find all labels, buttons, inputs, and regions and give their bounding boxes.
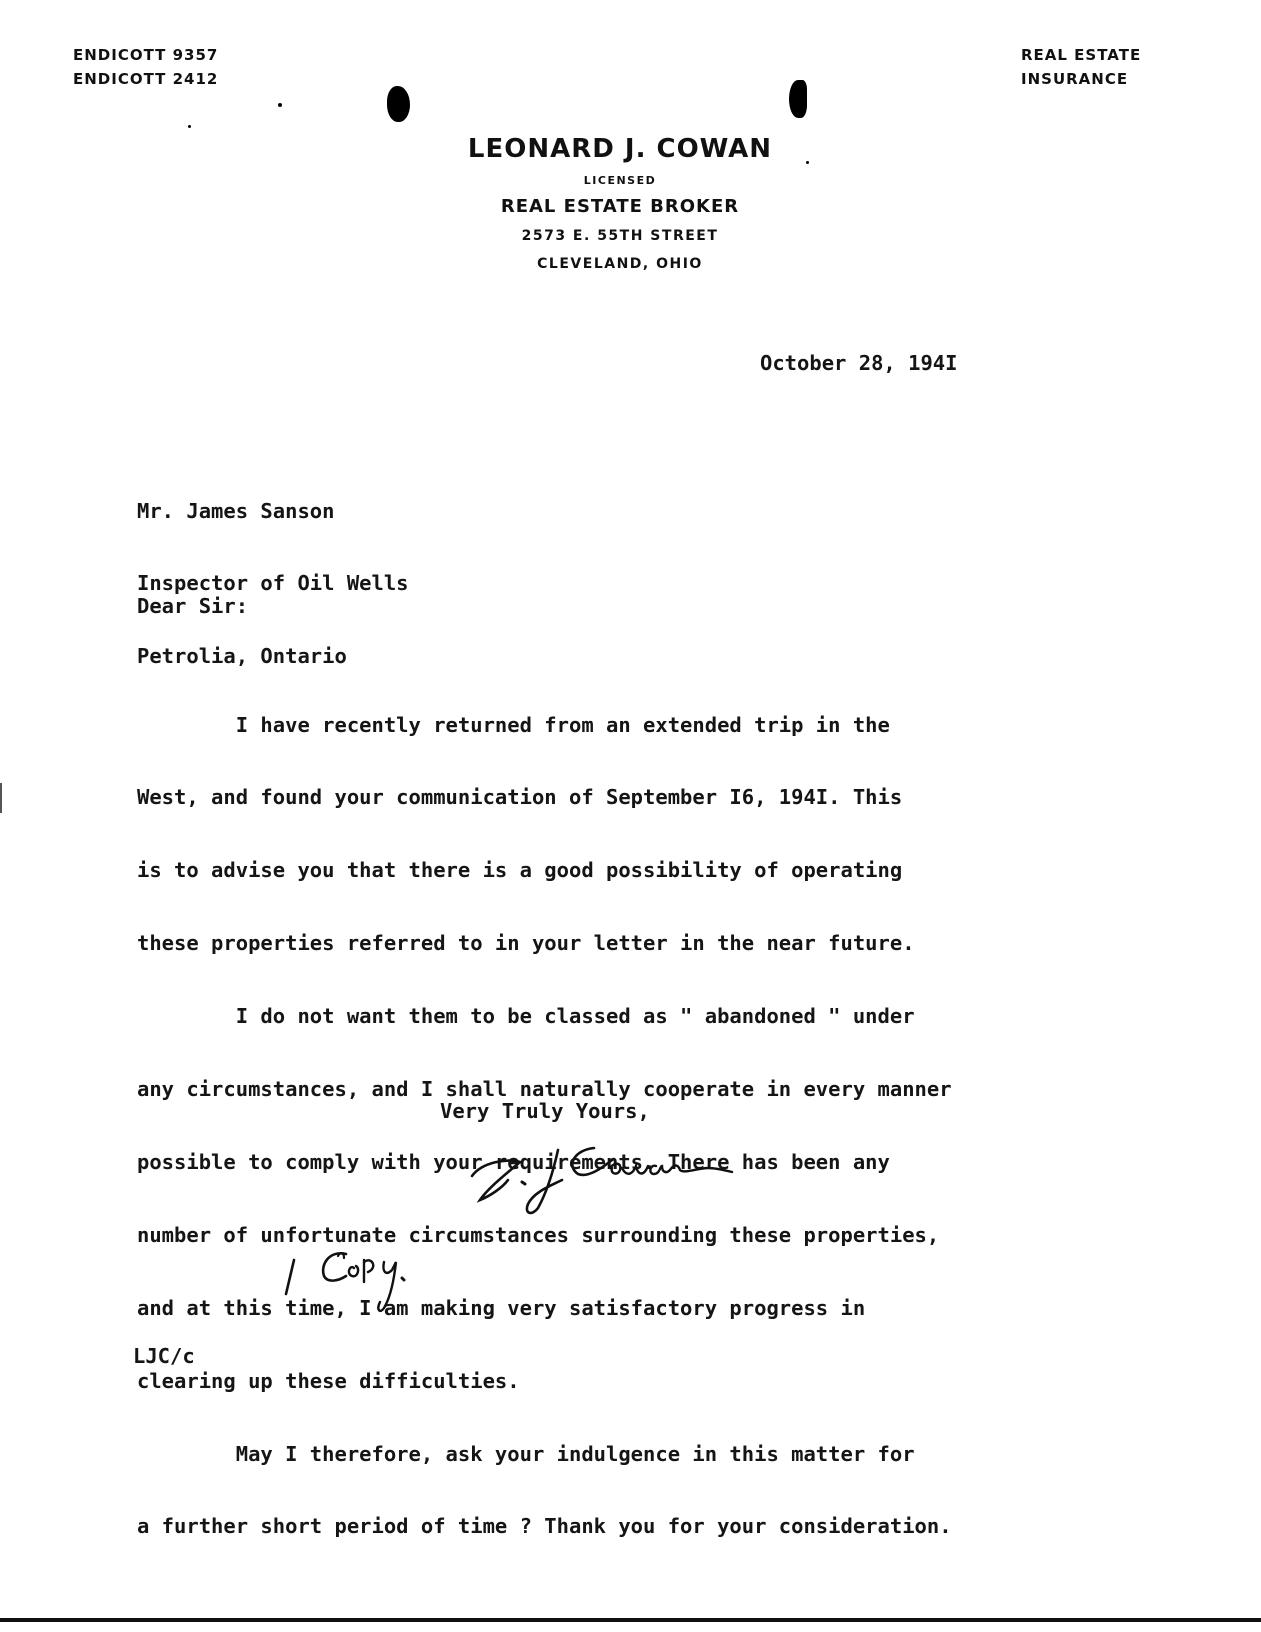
- handwritten-copy-note: [280, 1234, 470, 1324]
- service-real-estate: REAL ESTATE: [1021, 46, 1142, 64]
- body-line: number of unfortunate circumstances surrounding these properties,: [137, 1222, 940, 1247]
- ink-speck: [278, 103, 282, 107]
- scan-bottom-edge: [0, 1618, 1261, 1622]
- body-line: these properties referred to in your letter in the near future.: [137, 931, 915, 956]
- body-line: May I therefore, ask your indulgence in this matter for: [137, 1441, 915, 1466]
- closing: Very Truly Yours,: [440, 1099, 650, 1123]
- body-line: a further short period of time ? Thank you for your consideration.: [137, 1514, 952, 1539]
- body-line: and at this time, I am making very satisfactory progress in: [137, 1295, 866, 1320]
- typist-initials: LJC/c: [133, 1344, 195, 1368]
- recipient-line: Petrolia, Ontario: [137, 644, 347, 669]
- body-line: possible to comply with your requirements. There has been any: [137, 1149, 890, 1174]
- letterhead-title: REAL ESTATE BROKER: [500, 196, 740, 217]
- body-line: West, and found your communication of September I6, 194I. This: [137, 785, 903, 810]
- body-line: is to advise you that there is a good possibility of operating: [137, 858, 903, 883]
- phone-number-1: ENDICOTT 9357: [73, 46, 219, 64]
- body-line: I have recently returned from an extended trip in the: [137, 712, 890, 737]
- ink-blot: [387, 86, 410, 122]
- ink-blot: [789, 80, 807, 118]
- handwritten-signature: [462, 1128, 762, 1218]
- letter-body: [137, 664, 952, 1587]
- recipient-line: Mr. James Sanson: [137, 498, 335, 523]
- scan-edge-mark: [0, 783, 2, 813]
- letterhead-name: LEONARD J. COWAN: [467, 134, 773, 164]
- body-line: I do not want them to be classed as " abandoned " under: [137, 1004, 915, 1029]
- recipient-line: Inspector of Oil Wells: [137, 571, 409, 596]
- phone-number-2: ENDICOTT 2412: [73, 70, 219, 88]
- body-line: any circumstances, and I shall naturally cooperate in every manner: [137, 1077, 952, 1102]
- salutation: Dear Sir:: [137, 594, 249, 618]
- letterhead-licensed: LICENSED: [583, 174, 657, 187]
- ink-speck: [188, 125, 191, 128]
- body-line: clearing up these difficulties.: [137, 1368, 520, 1393]
- letterhead-city: CLEVELAND, OHIO: [537, 256, 703, 272]
- letter-date: October 28, 194I: [760, 351, 958, 375]
- letterhead-street: 2573 E. 55TH STREET: [521, 228, 719, 244]
- service-insurance: INSURANCE: [1021, 70, 1129, 88]
